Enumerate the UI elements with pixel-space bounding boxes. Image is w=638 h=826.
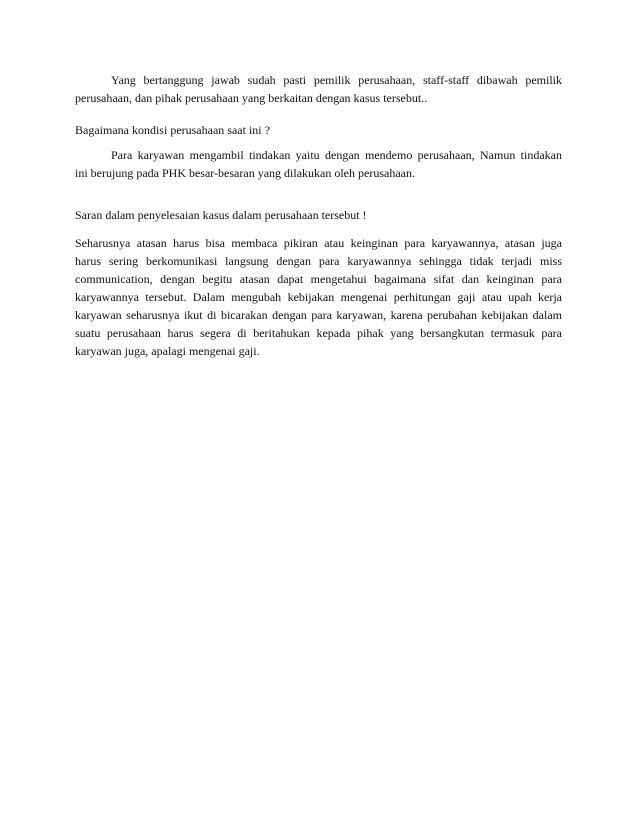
- text-line: karyawan juga, apalagi mengenai gaji.: [75, 344, 260, 358]
- paragraph-condition: [75, 146, 562, 182]
- text-line: suatu perusahaan harus segera di beritahukan kepada pihak yang bersangkutan termasuk para: [75, 326, 562, 340]
- paragraph-suggestion: [75, 234, 562, 360]
- text-line: harus sering berkomunikasi langsung dengan para karyawannya sehingga tidak terjadi miss: [75, 254, 562, 268]
- text-line: Yang bertanggung jawab sudah pasti pemilik perusahaan, staff-staff dibawah pemilik: [111, 73, 562, 87]
- text-line: Bagaimana kondisi perusahaan saat ini ?: [75, 123, 270, 137]
- text-line: Saran dalam penyelesaian kasus dalam perusahaan tersebut !: [75, 208, 367, 222]
- text-line: ini berujung pada PHK besar-besaran yang dilakukan oleh perusahaan.: [75, 166, 415, 180]
- paragraph-responsibility: [75, 71, 562, 107]
- text-line: karyawannya tersebut. Dalam mengubah kebijakan mengenai perhitungan gaji atau upah kerja: [75, 290, 562, 304]
- text-line: Seharusnya atasan harus bisa membaca pikiran atau keinginan para karyawannya, atasan juga: [75, 236, 562, 250]
- text-line: perusahaan, dan pihak perusahaan yang berkaitan dengan kasus tersebut..: [75, 91, 428, 105]
- text-line: communication, dengan begitu atasan dapat mengetahui bagaimana sifat dan keinginan para: [75, 272, 562, 286]
- question-heading-suggestion: [75, 206, 562, 224]
- text-line: karyawan seharusnya ikut di bicarakan dengan para karyawan, karena perubahan kebijakan dalam: [75, 308, 562, 322]
- text-line: Para karyawan mengambil tindakan yaitu dengan mendemo perusahaan, Namun tindakan: [111, 148, 562, 162]
- question-heading-condition: [75, 121, 562, 139]
